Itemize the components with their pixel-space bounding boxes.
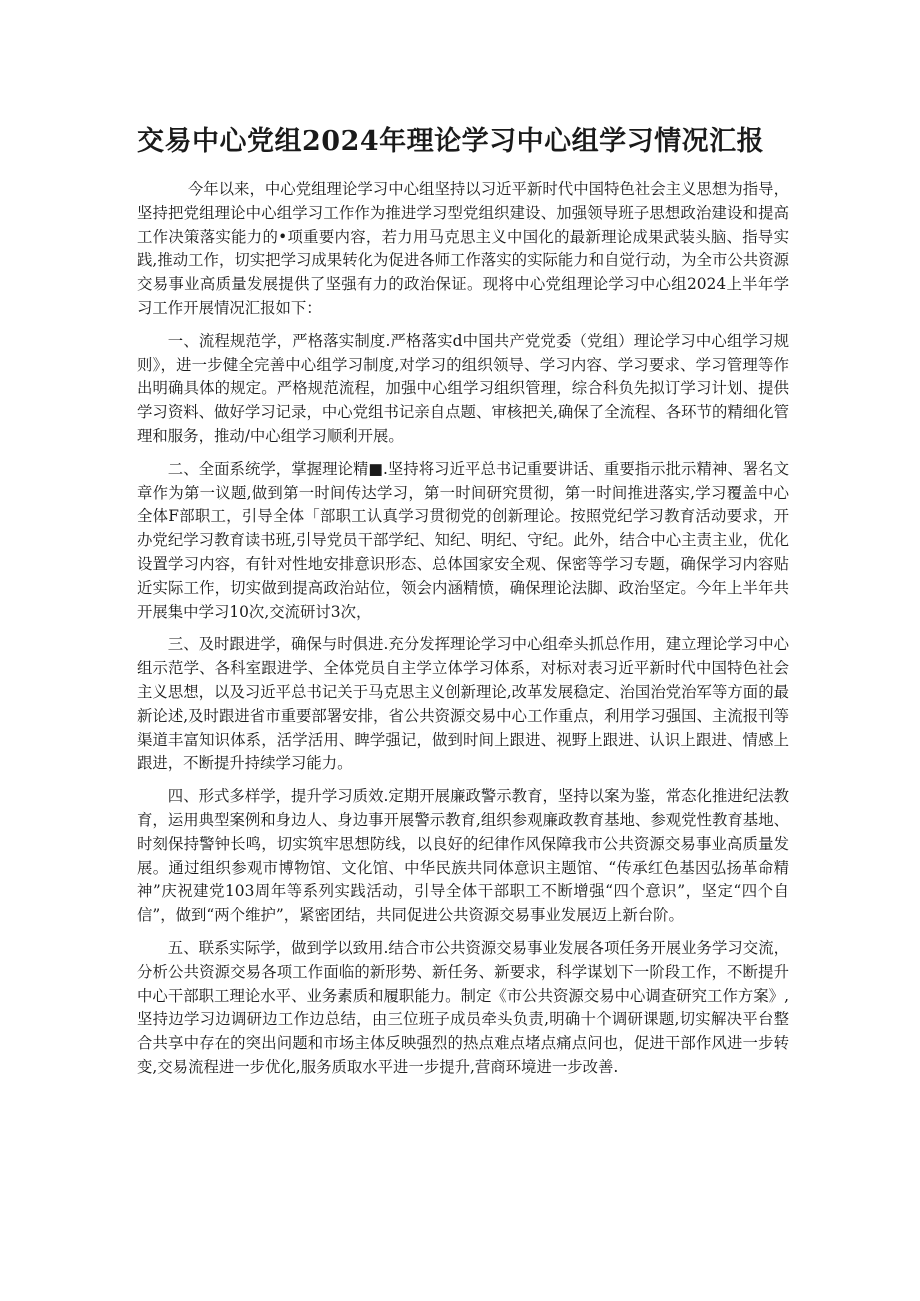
section-4-paragraph: 四、形式多样学，提升学习质效.定期开展廉政警示教育，坚持以案为鉴，常态化推进纪法教育，运用典型案例和身边人、身边事开展警示教育,组织参观廉政教育基地、参观党性教育基地、时刻保持警钟长鸣，切实筑牢思想防线，以良好的纪律作风保障我市公共资源交易事业高质量发展。通过组织参观市博物馆、文化馆、中华民族共同体意识主题馆、“传承红色基因弘扬革命精神”庆祝建党103周年等系列实践活动，引导全体干部职工不断增强“四个意识”，坚定“四个自信”，做到“两个维护”，紧密团结，共同促进公共资源交易事业发展迈上新台阶。 bbox=[137, 787, 789, 925]
section-2-paragraph: 二、全面系统学，掌握理论精■.坚持将习近平总书记重要讲话、重要指示批示精神、署名文章作为第一议题,做到第一时间传达学习，第一时间研究贯彻，第一时间推进落实,学习覆盖中心全体F部职工，引导全体「部职工认真学习贯彻党的创新理论。按照党纪学习教育活动要求，开办党纪学习教育读书班,引导党员干部学纪、知纪、明纪、守纪。此外，结合中心主责主业，优化设置学习内容，有针对性地安排意识形态、总体国家安全观、保密等学习专题，确保学习内容贴近实际工作，切实做到提高政治站位，领会内涵精愤，确保理论法脚、政治坚定。今年上半年共开展集中学习10次,交流研讨3次， bbox=[137, 459, 789, 621]
document-title: 交易中心党组2024年理论学习中心组学习情况汇报 bbox=[137, 126, 765, 157]
section-1-paragraph: 一、流程规范学，严格落实制度.严格落实d中国共产党党委（党组）理论学习中心组学习规则》，进一步健全完善中心组学习制度,对学习的组织领导、学习内容、学习要求、学习管理等作出明确具体的规定。严格规范流程，加强中心组学习组织管理，综合科负先拟订学习计划、提供学习资料、做好学习记录，中心党组书记亲自点题、审核把关,确保了全流程、各环节的精细化管理和服务，推动/中心组学习顺利开展。 bbox=[137, 331, 789, 445]
document-page bbox=[137, 120, 789, 1089]
section-3-paragraph: 三、及时跟进学，确保与时俱进.充分发挥理论学习中心组牵头抓总作用，建立理论学习中心组示范学、各科室跟进学、全体党员自主学立体学习体系，对标对表习近平新时代中国特色社会主义思想，以及习近平总书记关于马克思主义创新理论,改革发展稳定、治国治党治军等方面的最新论述,及时跟进省市重要部署安排，省公共资源交易中心工作重点，利用学习强国、主流报刊等渠道丰富知识体系，活学活用、睥学强记，做到时间上跟进、视野上跟进、认识上跟进、情感上跟进，不断提升持续学习能力。 bbox=[137, 635, 789, 773]
section-5-paragraph: 五、联系实际学，做到学以致用.结合市公共资源交易事业发展各项任务开展业务学习交流，分析公共资源交易各项工作面临的新形势、新任务、新要求，科学谋划下一阶段工作，不断提升中心干部职工理论水平、业务素质和履职能力。制定《市公共资源交易中心调查研究工作方案》,坚持边学习边调研边工作边总结，由三位班子成员牵头负责,明确十个调研课题,切实解决平台整合共享中存在的突出问题和市场主体反映强烈的热点难点堵点痛点问也，促进干部作风进一步转变,交易流程进一步优化,服务质取水平进一步提升,营商环境进一步改善. bbox=[137, 938, 789, 1076]
intro-paragraph: 今年以来，中心党组理论学习中心组坚持以习近平新时代中国特色社会主义思想为指导，坚持把党组理论中心组学习工作作为推进学习型党组织建设、加强领导班子思想政治建设和提高工作决策落实能力的•项重要内容，若力用马克思主义中国化的最新理论成果武装头脑、指导实践,推动工作，切实把学习成果转化为促进各师工作落实的实际能力和自觉行动，为全市公共资源交易事业高质量发展提供了坚强有力的政治保证。现将中心党组理论学习中心组2024上半年学习工作开展情况汇报如下： bbox=[137, 180, 789, 317]
